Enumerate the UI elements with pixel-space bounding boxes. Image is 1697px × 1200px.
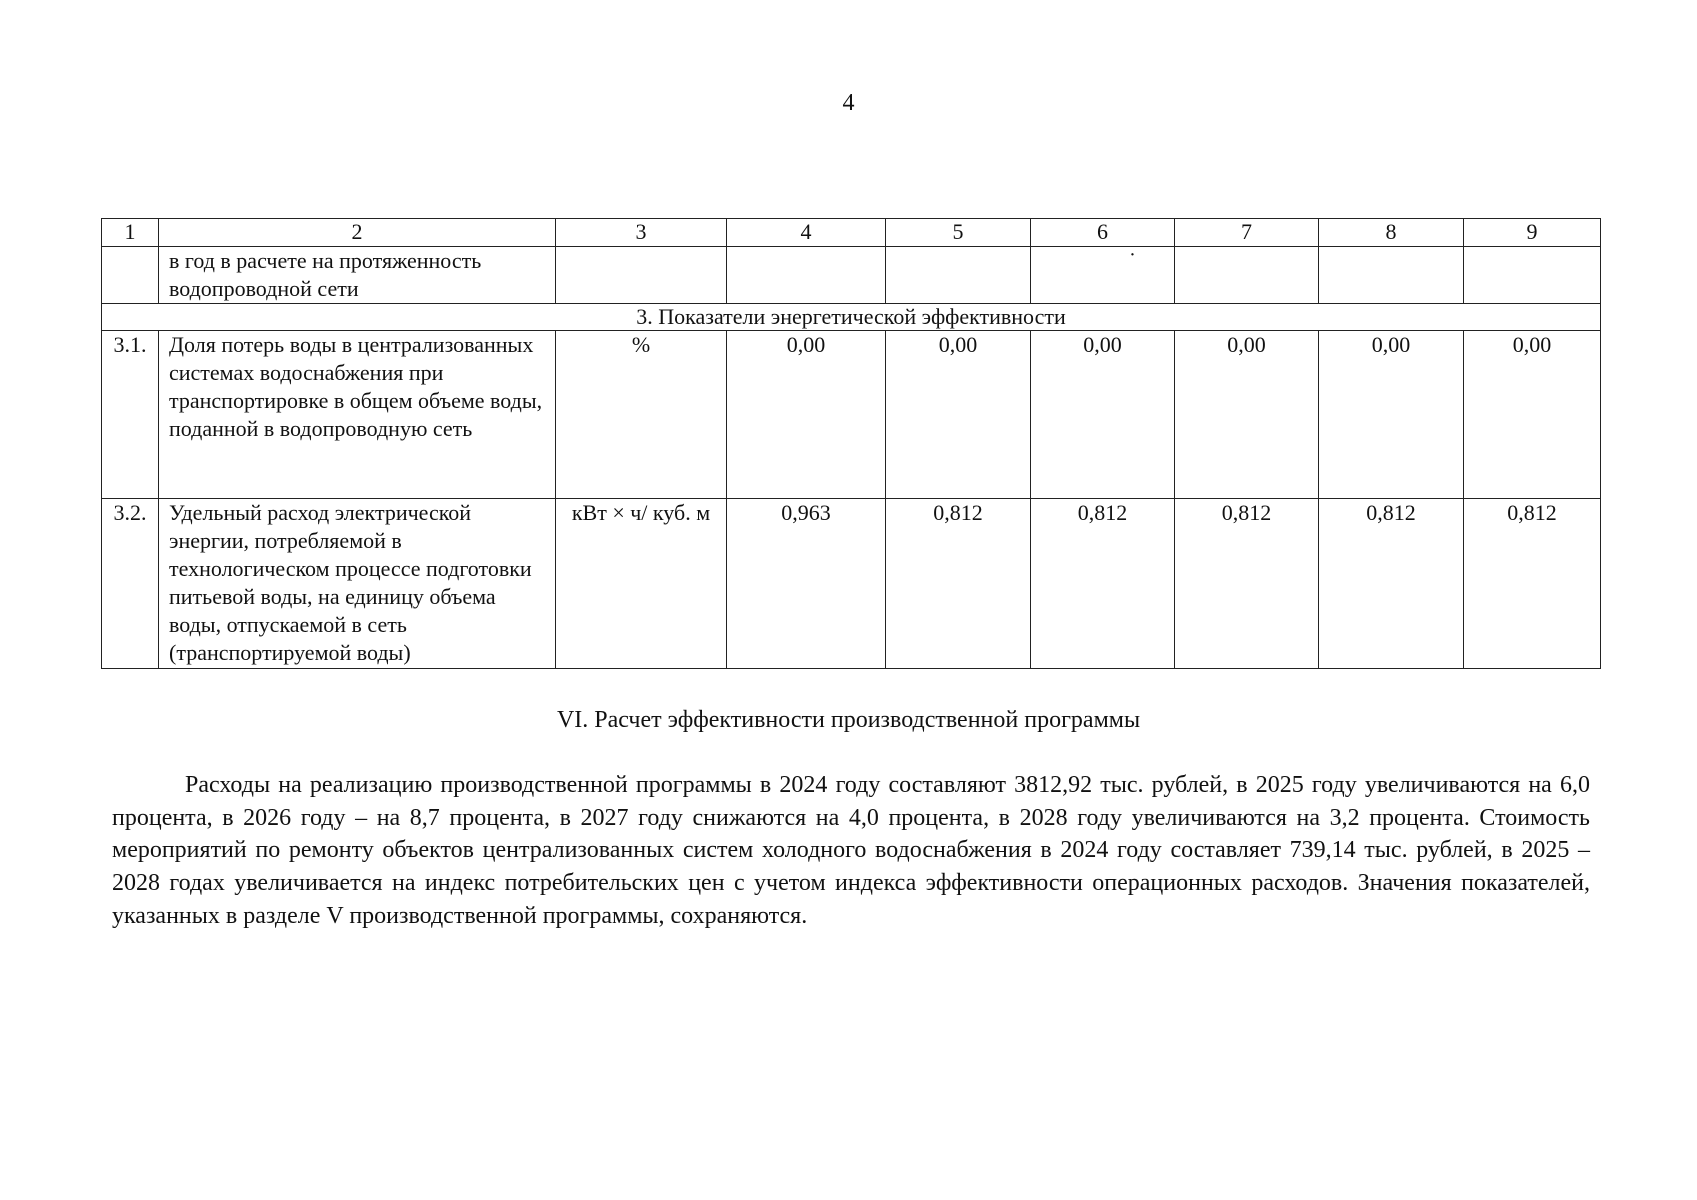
value-cell	[727, 247, 886, 304]
value-cell	[1464, 247, 1601, 304]
row-number-cell	[102, 247, 159, 304]
table-row	[102, 331, 1601, 499]
column-number: 2	[159, 219, 556, 247]
indicator-label: Доля потерь воды в централизованных системах водоснабжения при транспортировке в общем объеме воды, поданной в водопроводную сеть	[159, 331, 556, 499]
value-cell	[1175, 247, 1319, 304]
column-number: 5	[886, 219, 1031, 247]
value-cell: 0,00	[1319, 331, 1464, 499]
indicator-label: Удельный расход электрической энергии, потребляемой в технологическом процессе подготовки питьевой воды, на единицу объема воды, отпускаемой в сеть (транспортируемой воды)	[159, 499, 556, 669]
value-cell: 0,963	[727, 499, 886, 669]
unit: %	[556, 331, 727, 499]
column-number-row	[102, 219, 1601, 247]
value-cell: 0,812	[1319, 499, 1464, 669]
column-number: 8	[1319, 219, 1464, 247]
value-cell: 0,00	[1031, 331, 1175, 499]
value-cell: 0,812	[1175, 499, 1319, 669]
value-cell: 0,00	[1464, 331, 1601, 499]
section-title: 3. Показатели энергетической эффективности	[102, 304, 1601, 331]
value-cell: 0,812	[886, 499, 1031, 669]
column-number: 7	[1175, 219, 1319, 247]
section-row	[102, 304, 1601, 331]
value-cell: 0,00	[1175, 331, 1319, 499]
scan-speck: ·	[1129, 244, 1136, 266]
column-number: 3	[556, 219, 727, 247]
row-number: 3.1.	[102, 331, 159, 499]
value-cell: 0,812	[1464, 499, 1601, 669]
column-number: 9	[1464, 219, 1601, 247]
page-number: 4	[842, 90, 855, 116]
row-number: 3.2.	[102, 499, 159, 669]
section-heading: VI. Расчет эффективности производственной программы	[556, 707, 1141, 733]
value-cell	[1031, 244, 1175, 304]
continuation-row	[102, 247, 1601, 304]
unit-cell	[556, 247, 727, 304]
indicators-table	[101, 218, 1601, 669]
value-cell: 0,00	[886, 331, 1031, 499]
column-number: 1	[102, 219, 159, 247]
body-paragraph: Расходы на реализацию производственной программы в 2024 году составляют 3812,92 тыс. рублей, в 2025 году увеличиваются на 6,0 процента, в 2026 году – на 8,7 процента, в 2027 году снижаются на 4,0 процента, в 2028 году увеличиваются на 3,2 процента. Стоимость мероприятий по ремонту объектов централизованных систем холодного водоснабжения в 2024 году составляет 739,14 тыс. рублей, в 2025 – 2028 годах увеличивается на индекс потребительских цен с учетом индекса эффективности операционных расходов. Значения показателей, указанных в разделе V производственной программы, сохраняются.	[112, 772, 1590, 929]
indicator-label: в год в расчете на протяженность водопроводной сети	[159, 247, 556, 304]
column-number: 4	[727, 219, 886, 247]
unit: кВт × ч/ куб. м	[556, 499, 727, 669]
value-cell	[1319, 247, 1464, 304]
value-cell: 0,812	[1031, 499, 1175, 669]
value-cell	[886, 247, 1031, 304]
table-row	[102, 499, 1601, 669]
value-cell: 0,00	[727, 331, 886, 499]
column-number: 6	[1031, 219, 1175, 247]
